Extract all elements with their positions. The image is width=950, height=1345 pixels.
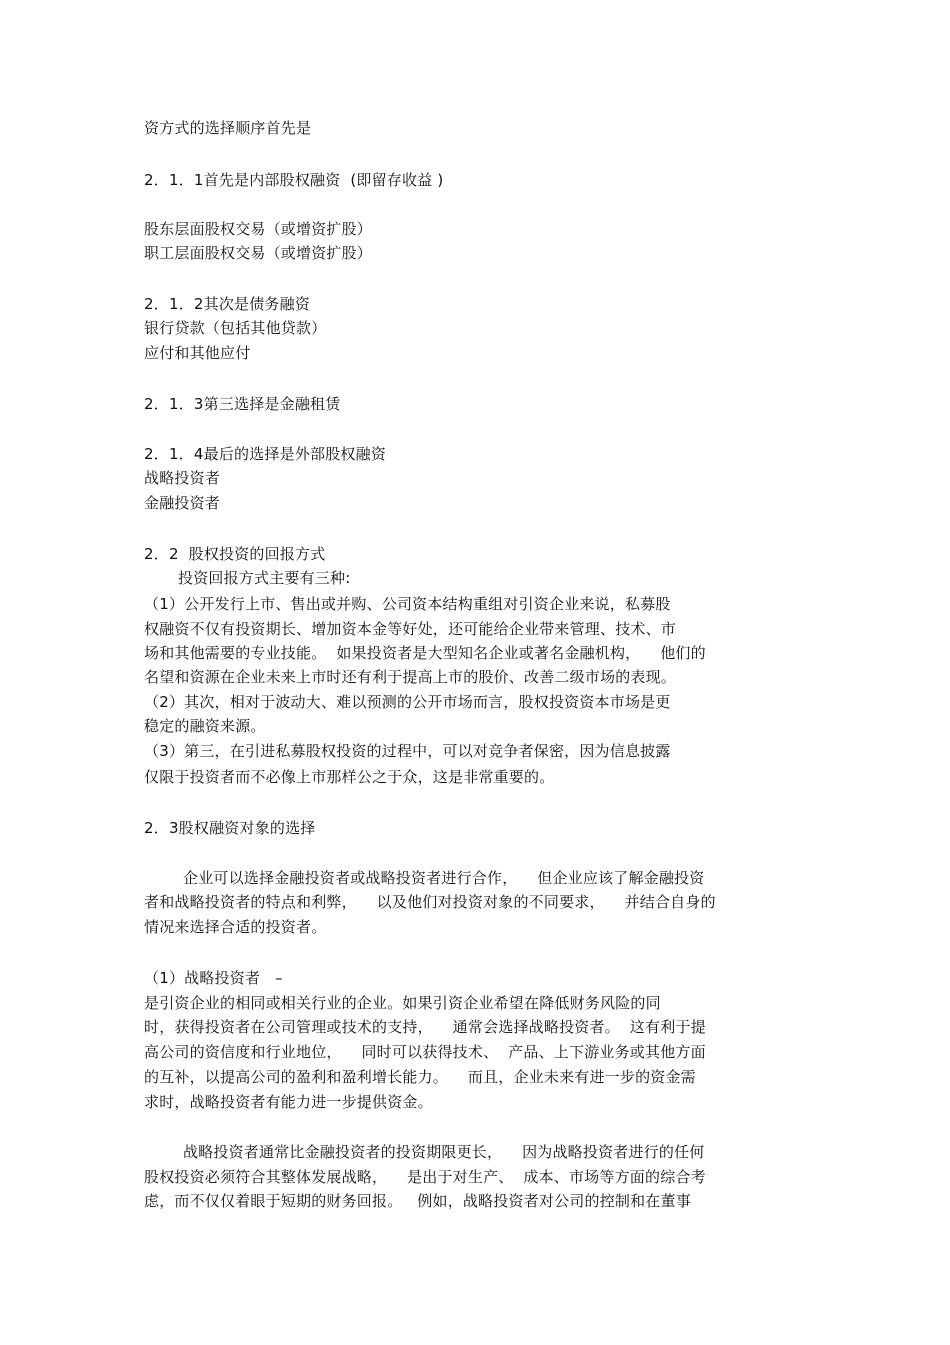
list-item: 战略投资者: [144, 469, 221, 487]
text-line: 虑，而不仅仅着眼于短期的财务回报。 例如，战略投资者对公司的控制和在董事: [144, 1192, 691, 1210]
text-line: 股权投资必须符合其整体发展战略， 是出于对生产、 成本、市场等方面的综合考: [144, 1168, 706, 1186]
section-heading: 2．2 股权投资的回报方式: [144, 545, 326, 563]
section-heading: 2．1．1首先是内部股权融资 (即留存收益 ): [144, 171, 444, 189]
text-line: 战略投资者通常比金融投资者的投资期限更长， 因为战略投资者进行的任何: [183, 1143, 705, 1161]
section-heading: 2．1．2其次是债务融资: [144, 295, 311, 313]
text-line: 的互补，以提高公司的盈利和盈利增长能力。 而且，企业未来有进一步的资金需: [144, 1068, 696, 1086]
text-line: 是引资企业的相同或相关行业的企业。如果引资企业希望在降低财务风险的同: [144, 994, 661, 1012]
text-line: （2）其次，相对于波动大、难以预测的公开市场而言，股权投资资本市场是更: [144, 693, 671, 711]
text-line: 求时，战略投资者有能力进一步提供资金。: [144, 1093, 433, 1111]
text-line: 企业可以选择金融投资者或战略投资者进行合作， 但企业应该了解金融投资: [183, 869, 705, 887]
text-line: （1）公开发行上市、售出或并购、公司资本结构重组对引资企业来说，私募股: [144, 595, 671, 613]
text-line: 投资回报方式主要有三种:: [178, 569, 351, 587]
section-heading: 2．1．3第三选择是金融租赁: [144, 395, 341, 413]
text-line: 稳定的融资来源。: [144, 717, 266, 735]
section-heading: 2．1．4最后的选择是外部股权融资: [144, 445, 387, 463]
text-line: （3）第三，在引进私募股权投资的过程中，可以对竞争者保密，因为信息披露: [144, 742, 671, 760]
text-line: 情况来选择合适的投资者。: [144, 918, 327, 936]
text-line: 时，获得投资者在公司管理或技术的支持， 通常会选择战略投资者。 这有利于提: [144, 1018, 706, 1036]
text-line: 高公司的资信度和行业地位， 同时可以获得技术、 产品、上下游业务或其他方面: [144, 1043, 706, 1061]
text-line: （1）战略投资者 –: [144, 969, 283, 987]
text-line: 权融资不仅有投资期长、增加资本金等好处，还可能给企业带来管理、技术、市: [144, 620, 677, 638]
list-item: 股东层面股权交易（或增资扩股）: [144, 220, 373, 238]
text-line: 名望和资源在企业未来上市时还有利于提高上市的股价、改善二级市场的表现。: [144, 668, 677, 686]
text-line: 仅限于投资者而不必像上市那样公之于众，这是非常重要的。: [144, 768, 555, 786]
text-line: 场和其他需要的专业技能。 如果投资者是大型知名企业或著名金融机构， 他们的: [144, 644, 706, 662]
section-heading: 2．3股权融资对象的选择: [144, 819, 316, 837]
text-line: 者和战略投资者的特点和利弊， 以及他们对投资对象的不同要求， 并结合自身的: [144, 893, 716, 911]
text-line: 资方式的选择顺序首先是: [144, 119, 312, 137]
list-item: 应付和其他应付: [144, 344, 251, 362]
list-item: 职工层面股权交易（或增资扩股）: [144, 244, 373, 262]
list-item: 金融投资者: [144, 494, 221, 512]
list-item: 银行贷款（包括其他贷款）: [144, 319, 327, 337]
